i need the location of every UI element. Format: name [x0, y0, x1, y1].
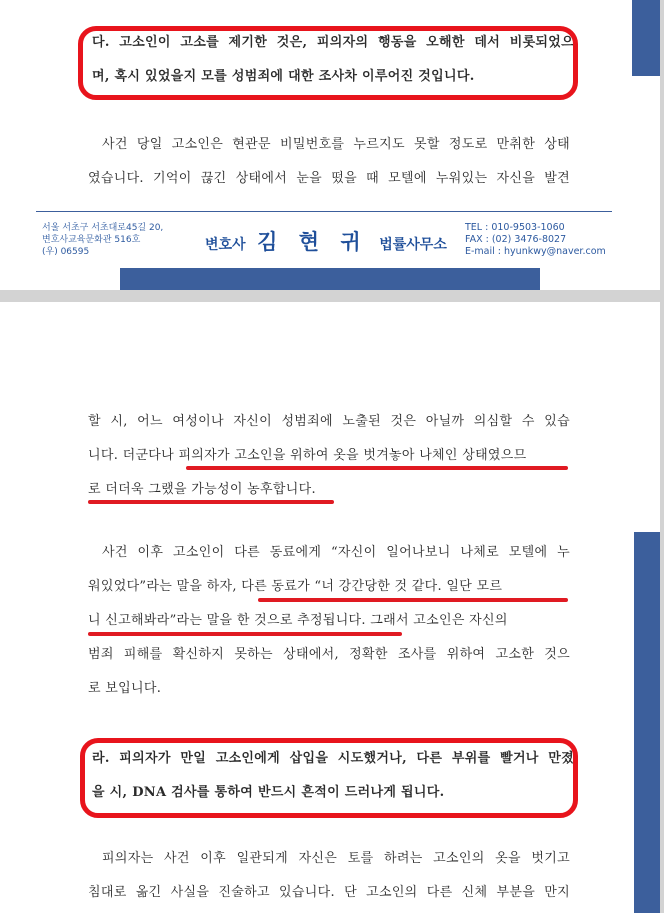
paragraph — [88, 842, 570, 910]
text-span: 워있었다”라는 말을 하자, — [88, 579, 242, 594]
text-line: 범죄 피해를 확신하지 못하는 상태에서, 정확한 조사를 위하여 고소한 것으 — [88, 647, 570, 662]
contact-fax: FAX : (02) 3476-8027 — [465, 234, 567, 245]
address-line: 변호사교육문화관 516호 — [42, 235, 141, 245]
text-line: 할 시, 어느 여성이나 자신이 성범죄에 노출된 것은 아닐까 의심할 수 있습 — [88, 414, 570, 429]
red-underline — [258, 598, 568, 602]
text-line: 침대로 옮긴 사실을 진술하고 있습니다. 단 고소인의 다른 신체 부분을 만지 — [88, 885, 570, 900]
paragraph — [88, 128, 570, 196]
underlined-text: 피의자가 고소인을 위하여 옷을 벗겨놓아 나체인 상태였으므 — [178, 448, 527, 463]
red-underline — [88, 500, 334, 504]
address-line: 서울 서초구 서초대로45길 20, — [42, 223, 164, 233]
document-page-2 — [0, 302, 660, 913]
law-office-name — [205, 226, 447, 256]
text-span: . 그래서 고소인은 자신의 — [361, 613, 508, 628]
text-line: 로 보입니다. — [88, 681, 162, 696]
page-edge-tab — [634, 532, 660, 913]
footer-band — [120, 268, 540, 290]
text-line: 였습니다. 기억이 끊긴 상태에서 눈을 떴을 때 모텔에 누워있는 자신을 발견 — [88, 171, 570, 186]
contact-tel: TEL : 010-9503-1060 — [465, 222, 565, 233]
text-span: 니다. 더군다나 — [88, 448, 179, 463]
text-line: 며, 혹시 있었을지 모를 성범죄에 대한 조사차 이루어진 것입니다. — [92, 69, 475, 84]
document-page-1 — [0, 0, 660, 290]
text-line: 라. 피의자가 만일 고소인에게 삽입을 시도했거나, 다른 부위를 빨거나 만졌 — [92, 751, 574, 766]
footer-address — [42, 222, 163, 258]
text-line: 사건 당일 고소인은 현관문 비밀번호를 누르지도 못할 정도로 만취한 상태 — [102, 137, 570, 152]
footer-divider — [36, 211, 612, 212]
address-line: (우) 06595 — [42, 247, 90, 257]
red-highlight-box — [78, 26, 578, 100]
red-underline — [88, 632, 402, 636]
text-line: 을 시, DNA 검사를 통하여 반드시 흔적이 드러나게 됩니다. — [92, 785, 445, 800]
text-line: 사건 이후 고소인이 다른 동료에게 “자신이 일어나보니 나체로 모텔에 누 — [102, 545, 570, 560]
title-suffix: 법률사무소 — [379, 237, 447, 253]
paragraph — [88, 536, 570, 706]
paragraph — [88, 405, 570, 507]
text-line: 피의자는 사건 이후 일관되게 자신은 토를 하려는 고소인의 옷을 벗기고 — [102, 851, 570, 866]
red-highlight-box — [80, 738, 578, 818]
text-line: 다. 고소인이 고소를 제기한 것은, 피의자의 행동을 오해한 데서 비롯되었으 — [92, 35, 574, 50]
text-line: 로 더더욱 그랬을 가능성이 농후합니다. — [88, 482, 316, 497]
lawyer-name: 김 현 귀 — [257, 230, 368, 254]
title-prefix: 변호사 — [205, 237, 246, 253]
underlined-text: 니 신고해봐라”라는 말을 한 것으로 추정됩니다 — [88, 613, 362, 628]
page-edge-tab — [632, 0, 660, 76]
underlined-text: 다른 동료가 “너 강간당한 것 같다. 일단 모르 — [241, 579, 503, 594]
contact-email: E-mail : hyunkwy@naver.com — [465, 246, 606, 257]
footer-contact — [465, 222, 606, 258]
red-underline — [186, 466, 568, 470]
